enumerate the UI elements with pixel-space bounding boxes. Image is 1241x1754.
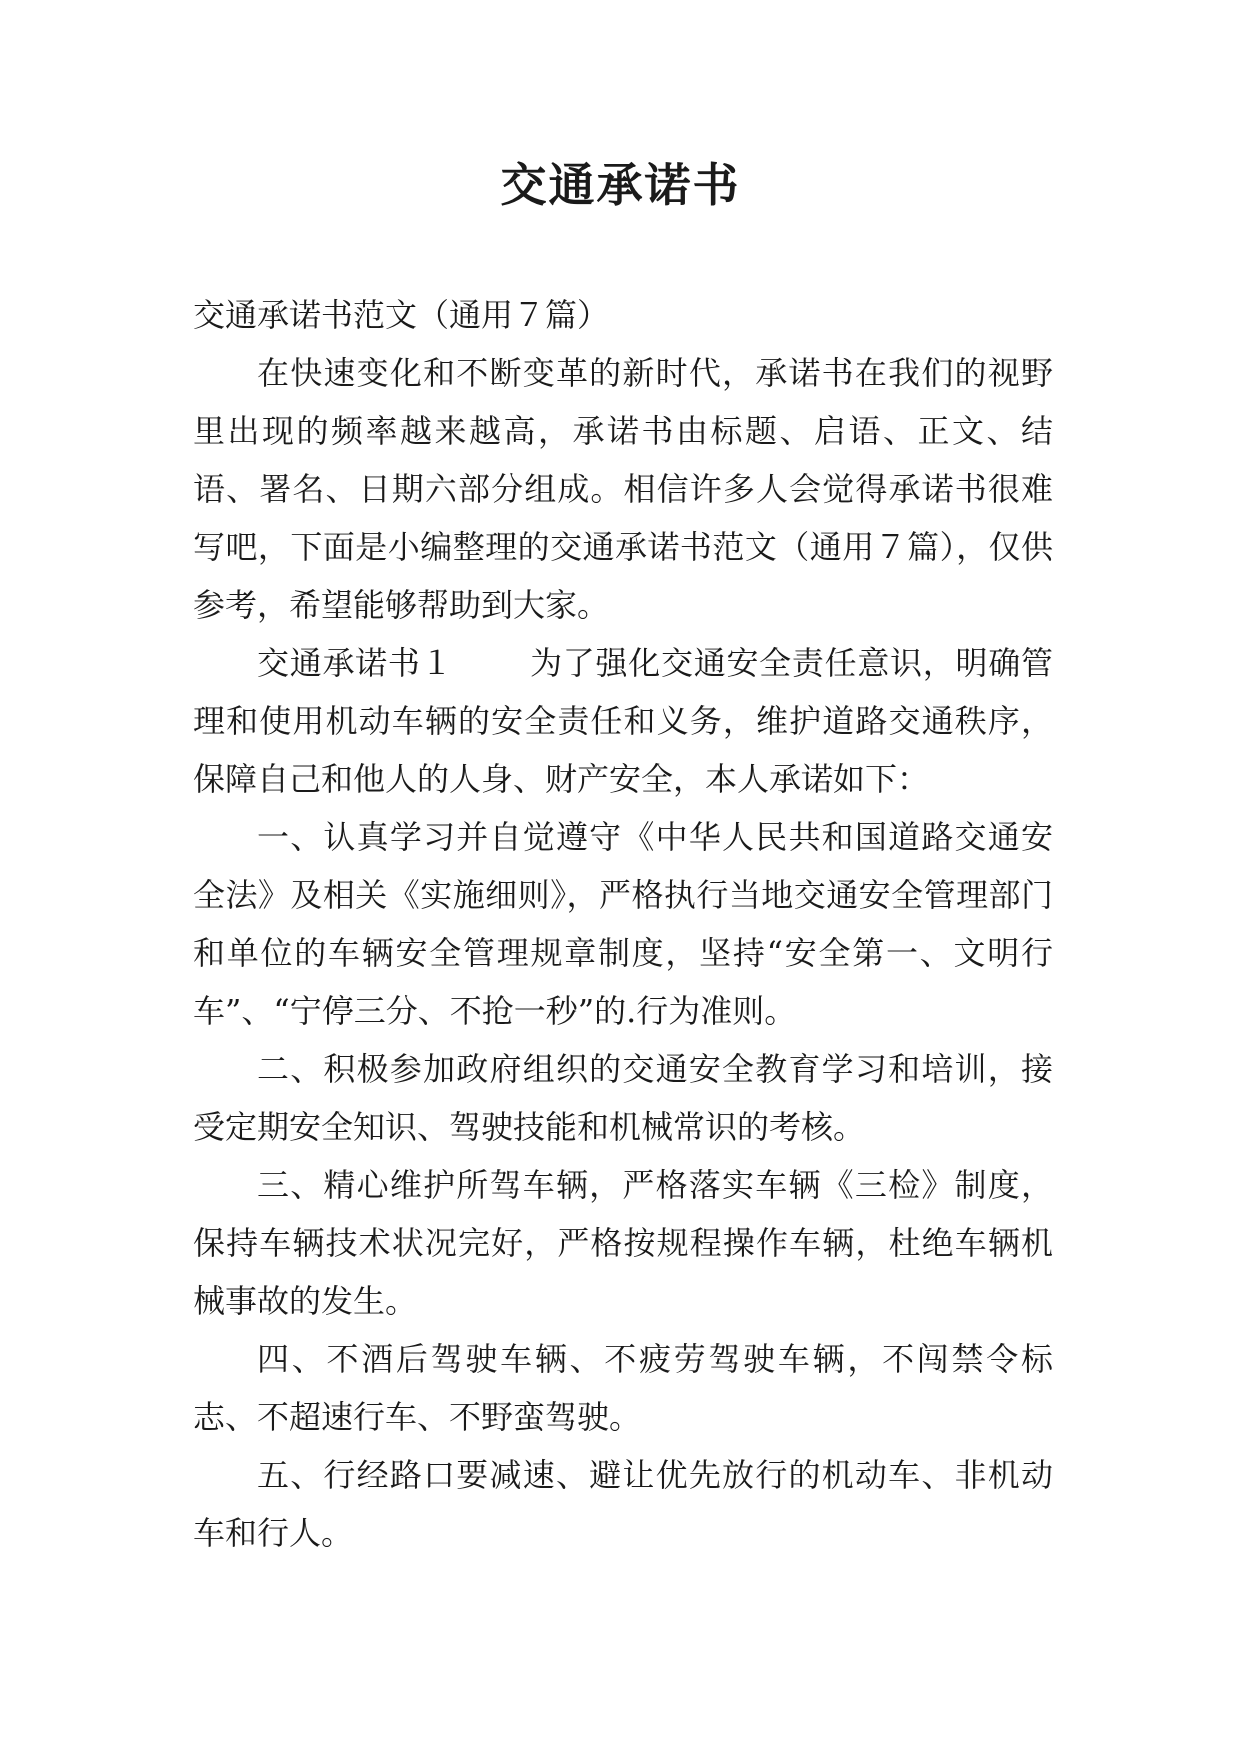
commitment-item-4: 四、不酒后驾驶车辆、不疲劳驾驶车辆，不闯禁令标志、不超速行车、不野蛮驾驶。 [193,1340,1053,1436]
section-1-text: 为了强化交通安全责任意识，明确管理和使用机动车辆的安全责任和义务，维护道路交通秩序，保障自己和他人的人身、财产安全，本人承诺如下： [193,644,1053,798]
commitment-item-3: 三、精心维护所驾车辆，严格落实车辆《三检》制度，保持车辆技术状况完好，严格按规程操作车辆，杜绝车辆机械事故的发生。 [193,1166,1053,1320]
document-body [193,286,1053,1562]
section-1-paragraph [193,634,1053,808]
document-subtitle: 交通承诺书范文（通用７篇） [193,296,610,334]
commitment-item-5: 五、行经路口要减速、避让优先放行的机动车、非机动车和行人。 [193,1456,1053,1552]
intro-paragraph: 在快速变化和不断变革的新时代，承诺书在我们的视野里出现的频率越来越高，承诺书由标题、启语、正文、结语、署名、日期六部分组成。相信许多人会觉得承诺书很难写吧，下面是小编整理的交通承诺书范文（通用７篇），仅供参考，希望能够帮助到大家。 [193,354,1053,624]
commitment-item-2: 二、积极参加政府组织的交通安全教育学习和培训，接受定期安全知识、驾驶技能和机械常识的考核。 [193,1050,1053,1146]
section-1-heading: 交通承诺书１ [257,644,454,682]
commitment-item-1: 一、认真学习并自觉遵守《中华人民共和国道路交通安全法》及相关《实施细则》，严格执行当地交通安全管理部门和单位的车辆安全管理规章制度，坚持“安全第一、文明行车”、“宁停三分、不抢一秒”的.行为准则。 [193,818,1053,1030]
document-title: 交通承诺书 [500,158,741,212]
